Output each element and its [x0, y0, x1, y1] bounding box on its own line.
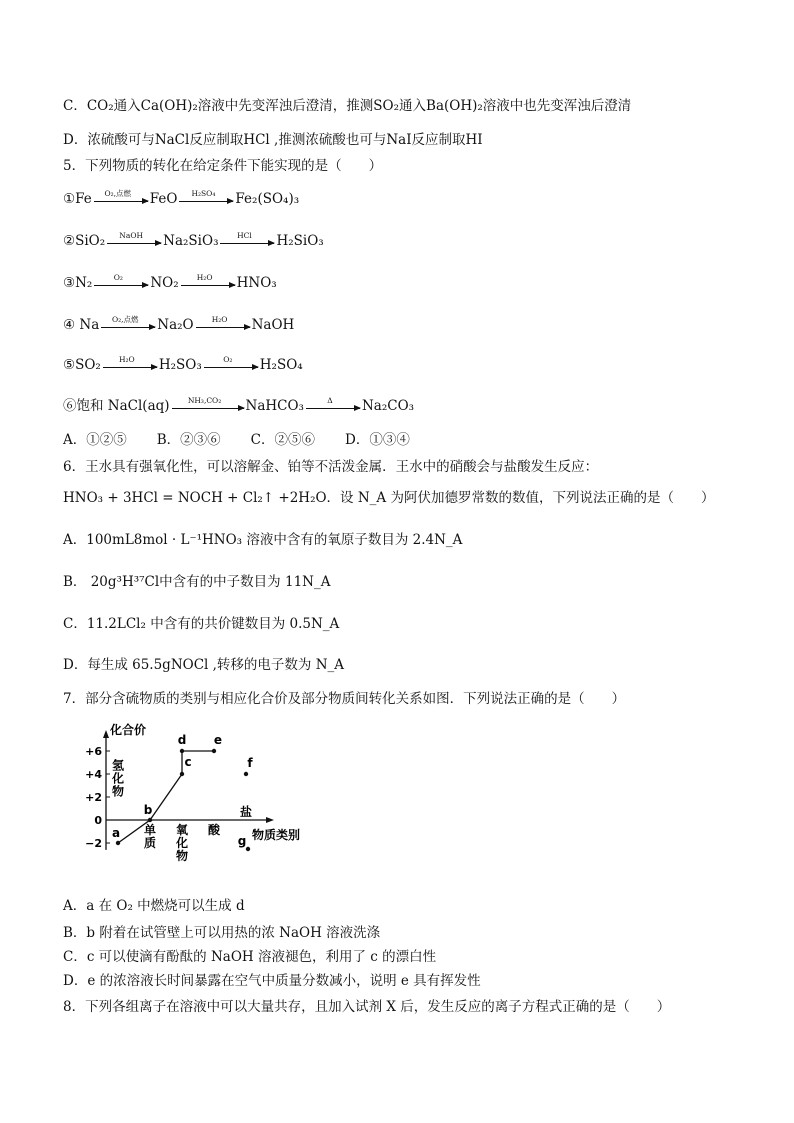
- option-a[interactable]: A．①②⑤: [63, 432, 127, 448]
- category-label: 氧: [175, 823, 189, 837]
- question-7-option-b[interactable]: B．b 附着在试管壁上可以用热的浓 NaOH 溶液洗涤: [63, 925, 381, 941]
- point-g: [246, 847, 250, 851]
- point-label-c: c: [184, 755, 192, 769]
- question-6-option-d[interactable]: D．每生成 65.5gNOCl ,转移的电子数为 N_A: [63, 657, 345, 673]
- product: HNO₃: [236, 275, 277, 291]
- point-a: [116, 841, 120, 845]
- reaction-1: [63, 190, 299, 209]
- category-label: 氢: [111, 758, 125, 773]
- category-label: 单: [143, 823, 157, 837]
- arrow-condition: HCl: [237, 230, 252, 240]
- product: Fe₂(SO₄)₃: [235, 191, 300, 207]
- question-6-stem: 6．王水具有强氧化性，可以溶解金、铂等不活泼金属．王水中的硝酸会与盐酸发生反应：: [63, 459, 599, 475]
- chart-axes: [103, 722, 300, 850]
- arrow-condition: H₂O: [118, 354, 135, 364]
- option-d-prev: D．浓硫酸可与NaCl反应制取HCl ,推测浓硫酸也可与NaI反应制取HI: [63, 132, 483, 148]
- reactant: ⑤SO₂: [63, 357, 101, 373]
- category-label: 酸: [207, 823, 221, 837]
- reaction-arrow: [101, 314, 155, 335]
- question-7-option-c[interactable]: C．c 可以使滴有酚酞的 NaOH 溶液褪色，利用了 c 的漂白性: [63, 949, 437, 965]
- arrow-condition: NaOH: [119, 230, 144, 240]
- intermediate: NaHCO₃: [245, 398, 304, 414]
- point-label-b: b: [143, 803, 153, 817]
- y-axis-arrow: [103, 730, 109, 738]
- category-label: 物: [175, 849, 189, 863]
- question-7-option-d[interactable]: D．e 的浓溶液长时间暴露在空气中质量分数减小，说明 e 具有挥发性: [63, 973, 481, 989]
- point-label-a: a: [111, 826, 121, 840]
- reactant: ①Fe: [63, 191, 92, 207]
- arrow-condition: O₂,点燃: [104, 188, 131, 198]
- reaction-arrow: [306, 395, 360, 416]
- y-tick-label: −2: [85, 837, 102, 850]
- question-6-option-c[interactable]: C．11.2LCl₂ 中含有的共价键数目为 0.5N_A: [63, 616, 340, 632]
- reaction-arrow: [220, 230, 274, 251]
- point-c: [180, 772, 184, 776]
- reaction-5: [63, 356, 303, 375]
- arrow-condition: H₂O: [211, 314, 228, 324]
- point-f: [244, 772, 248, 776]
- reaction-arrow: [172, 395, 244, 416]
- product: Na₂CO₃: [361, 398, 415, 414]
- reactant: ④ Na: [63, 317, 100, 333]
- reaction-arrow: [196, 314, 250, 335]
- intermediate: H₂SO₃: [158, 357, 202, 373]
- reaction-arrow: [94, 272, 148, 293]
- category-label: 化: [175, 836, 189, 850]
- y-tick-label: 0: [94, 814, 102, 827]
- point-label-d: d: [177, 733, 187, 747]
- category-label: 质: [143, 836, 157, 850]
- reaction-3: [63, 274, 277, 293]
- question-5-stem: 5．下列物质的转化在给定条件下能实现的是（ ）: [63, 158, 383, 174]
- intermediate: Na₂SiO₃: [163, 233, 219, 249]
- reaction-arrow: [181, 272, 235, 293]
- point-b: [148, 818, 152, 822]
- intermediate: NO₂: [150, 275, 179, 291]
- arrow-condition: H₂SO₄: [191, 188, 216, 198]
- arrow-condition: O₂: [223, 354, 233, 364]
- reactant: ③N₂: [63, 275, 93, 291]
- reaction-arrow: [107, 230, 161, 251]
- intermediate: Na₂O: [157, 317, 194, 333]
- reaction-arrow: [204, 354, 258, 375]
- option-c[interactable]: C．②⑤⑥: [250, 432, 316, 448]
- question-6-option-a[interactable]: A．100mL8mol · L⁻¹HNO₃ 溶液中含有的氧原子数目为 2.4N_A: [63, 532, 463, 548]
- arrow-condition: O₂,点燃: [111, 314, 139, 324]
- product: NaOH: [251, 317, 295, 333]
- arrow-condition: Δ: [327, 395, 333, 405]
- reaction-4: [63, 316, 294, 335]
- question-7-stem: 7．部分含硫物质的类别与相应化合价及部分物质间转化关系如图．下列说法正确的是（ ）: [63, 691, 626, 707]
- point-label-e: e: [213, 733, 223, 747]
- option-d[interactable]: D．①③④: [345, 432, 410, 448]
- category-label: 物: [111, 784, 125, 799]
- option-b[interactable]: B．②③⑥: [156, 432, 221, 448]
- sulfur-valence-chart: [70, 722, 320, 872]
- point-label-g: g: [237, 834, 247, 848]
- reaction-arrow: [179, 188, 233, 209]
- option-c-prev: C．CO₂通入Ca(OH)₂溶液中先变浑浊后澄清，推测SO₂通入Ba(OH)₂溶液中也先变浑浊后澄清: [63, 98, 632, 114]
- y-tick-label: +6: [85, 745, 102, 758]
- reaction-2: [63, 232, 324, 251]
- y-tick-label: +4: [85, 768, 102, 781]
- question-7-option-a[interactable]: A．a 在 O₂ 中燃烧可以生成 d: [63, 898, 245, 914]
- reaction-6: [63, 397, 414, 416]
- category-label: 化: [111, 771, 125, 786]
- intermediate: FeO: [149, 191, 178, 207]
- y-tick-label: +2: [85, 791, 102, 804]
- question-6-equation: HNO₃ + 3HCl = NOCH + Cl₂↑ +2H₂O．设 N_A 为阿伏加德罗常数的数值，下列说法正确的是（ ）: [63, 490, 715, 506]
- arrow-condition: H₂O: [196, 272, 213, 282]
- x-axis-label: 物质类别: [252, 828, 301, 842]
- question-6-option-b[interactable]: B． 20g³H³⁷Cl中含有的中子数目为 11N_A: [63, 574, 331, 590]
- reactant: ②SiO₂: [63, 233, 106, 249]
- question-5-options: [63, 431, 440, 449]
- x-axis-arrow: [266, 817, 274, 823]
- product: H₂SiO₃: [276, 233, 324, 249]
- point-label-f: f: [247, 756, 253, 770]
- category-label: 盐: [239, 805, 253, 819]
- arrow-condition: O₂: [113, 272, 123, 282]
- product: H₂SO₄: [259, 357, 303, 373]
- question-8-stem: 8．下列各组离子在溶液中可以大量共存，且加入试剂 X 后，发生反应的离子方程式正确的是（ ）: [63, 999, 671, 1015]
- reaction-arrow: [94, 188, 148, 209]
- y-axis-label: 化合价: [110, 723, 147, 737]
- point-e: [212, 749, 216, 753]
- arrow-condition: NH₃,CO₂: [187, 395, 222, 405]
- reactant: ⑥饱和 NaCl(aq): [63, 398, 170, 414]
- reaction-arrow: [103, 354, 157, 375]
- point-d: [180, 749, 184, 753]
